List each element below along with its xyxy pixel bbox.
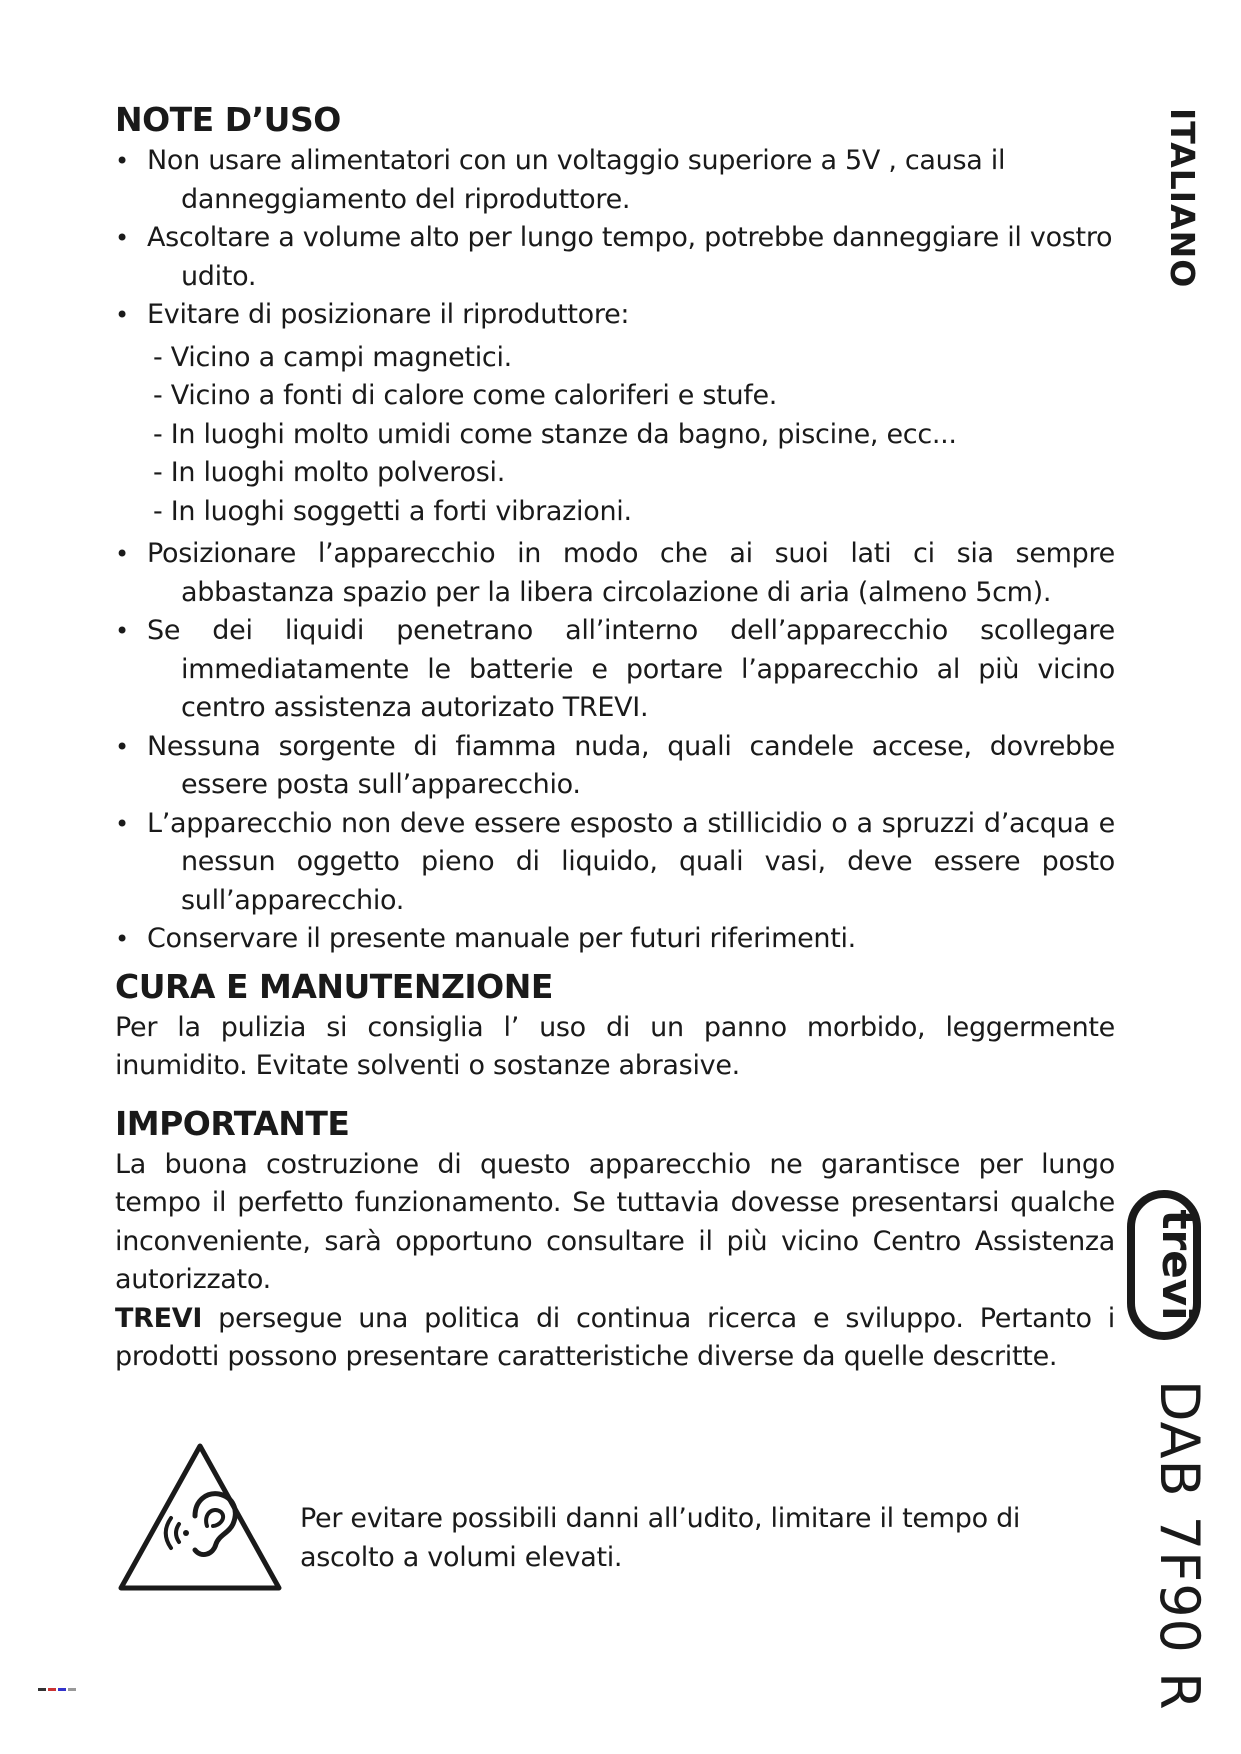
trevi-logo: [1125, 1190, 1205, 1340]
print-marks: [38, 1688, 78, 1691]
list-item: • L’apparecchio non deve essere esposto a stillicidio o a spruzzi d’acqua e nessun oggetto pieno di liquido, quali vasi, deve essere posto sull’apparecchio.: [115, 805, 1115, 921]
model-name: DAB 7F90 R: [1148, 1380, 1211, 1711]
list-item: • Conservare il presente manuale per futuri riferimenti.: [115, 920, 1115, 959]
cura-text: Per la pulizia si consiglia l’ uso di un panno morbido, leggermente inumidito. Evitate solventi o sostanze abrasive.: [115, 1011, 1115, 1081]
language-tab: ITALIANO: [1163, 108, 1202, 289]
logo-wordmark: trevi: [1153, 1209, 1202, 1321]
sub-list-item: - Vicino a fonti di calore come caloriferi e stufe.: [153, 380, 778, 411]
list-item: • Se dei liquidi penetrano all’interno dell’apparecchio scollegare immediatamente le batterie e portare l’apparecchio al più vicino centro assistenza autorizato TREVI.: [115, 612, 1115, 728]
list-item: • Non usare alimentatori con un voltaggio superiore a 5V , causa il danneggiamento del riproduttore.: [115, 142, 1115, 219]
sub-list-item: - In luoghi molto polverosi.: [153, 457, 505, 488]
trevi-policy-text: [115, 1300, 1115, 1377]
sub-list-item: - In luoghi molto umidi come stanze da bagno, piscine, ecc...: [153, 418, 957, 450]
brand-name: TREVI: [115, 1302, 203, 1334]
list-item: • Nessuna sorgente di fiamma nuda, quali candele accese, dovrebbe essere posta sull’apparecchio.: [115, 728, 1115, 805]
sub-list-item: - Vicino a campi magnetici.: [153, 341, 512, 373]
policy-text: persegue una politica di continua ricerca e sviluppo. Pertanto i prodotti possono presentare caratteristiche diverse da quelle descritte.: [115, 1302, 1115, 1372]
sub-list-item: - In luoghi soggetti a forti vibrazioni.: [153, 495, 632, 527]
list-item: • Evitare di posizionare il riproduttore:: [115, 296, 1115, 335]
manual-page: [115, 98, 1135, 1377]
cura-title: CURA E MANUTENZIONE: [115, 966, 553, 1006]
hearing-warning-icon: [115, 1440, 285, 1595]
importante-title: IMPORTANTE: [115, 1103, 350, 1143]
note-uso-list-continued: [115, 535, 1115, 959]
placement-sub-list: [153, 339, 1135, 532]
note-uso-title: NOTE D’USO: [115, 100, 341, 139]
note-uso-list: [115, 142, 1115, 335]
importante-text: La buona costruzione di questo apparecchio ne garantisce per lungo tempo il perfetto funzionamento. Se tuttavia dovesse presentarsi qualche inconveniente, sarà opportuno consultare il più vicino Centro Assistenza autorizzato.: [115, 1148, 1115, 1295]
list-item: • Posizionare l’apparecchio in modo che ai suoi lati ci sia sempre abbastanza spazio per la libera circolazione di aria (almeno 5cm).: [115, 535, 1115, 612]
hearing-warning-text: Per evitare possibili danni all’udito, limitare il tempo di ascolto a volumi elevati.: [300, 1503, 1021, 1573]
list-item: • Ascoltare a volume alto per lungo tempo, potrebbe danneggiare il vostro udito.: [115, 219, 1115, 296]
